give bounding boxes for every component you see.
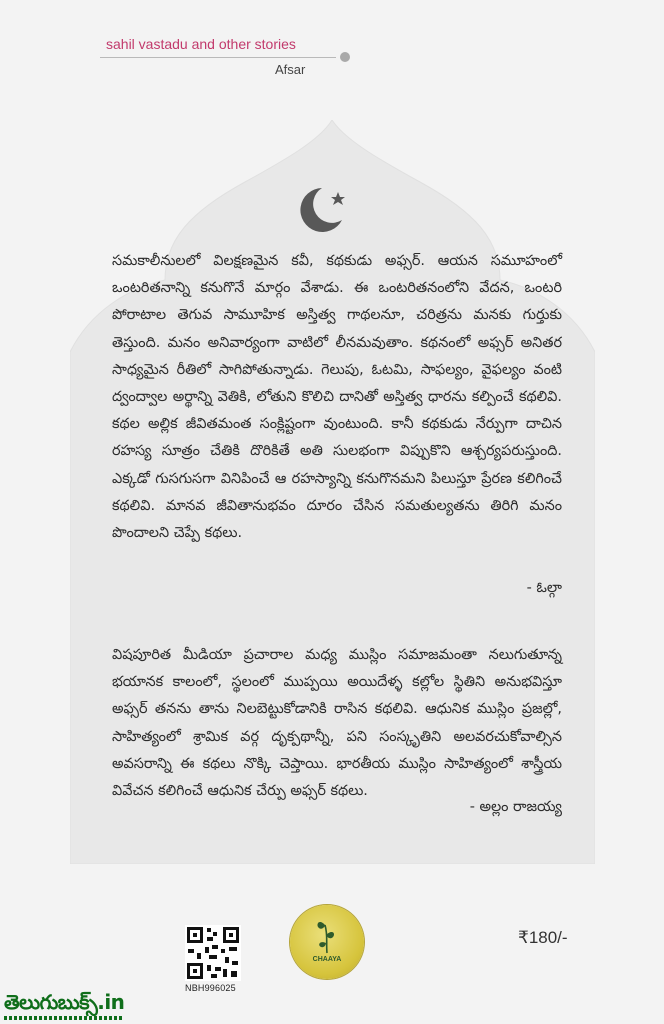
blurb-allam-rajayya-text: విషపూరిత మీడియా ప్రచారాల మధ్య ముస్లిం సమాజమంతా నలుగుతూన్న భయానక కాలంలో, స్థలంలో ముప్పయి అయిదేళ్ళ కల్లోల స్థితిని అనుభవిస్తూ అఫ్సర్ తనను తాను నిలబెట్టుకోడానికి రాసిన కథలివి. ఆధునిక ముస్లిం ప్రజల్లో, సాహిత్యంలో శ్రామిక వర్గ దృక్పథాన్నీ, పని సంస్కృతిని అలవరచుకోవాల్సిన అవసరాన్ని ఈ కథలు నొక్కి చెప్తాయి. భారతీయ ముస్లిం సాహిత్యంలో శాస్త్రీయ వివేచన కలిగించే ఆధునిక చేర్పు అఫ్సర్ కథలు. <box>112 647 562 800</box>
chaaya-logo-icon <box>290 905 364 979</box>
watermark-underline <box>4 1016 124 1020</box>
isbn-label: NBH996025 <box>185 983 236 993</box>
blurb-olga-text: సమకాలీనులలో విలక్షణమైన కవీ, కథకుడు అఫ్సర్. ఆయన సమూహంలో ఒంటరితనాన్ని కనుగొనే మార్గం వేశాడు. ఈ ఒంటరితనంలోని వేదన, ఒంటరి పోరాటాల తెగువ సామూహిక అస్తిత్వ గాథలనూ, చరిత్రను మనకు గుర్తుకు తెస్తుంది. మనం అనివార్యంగా వాటిలో లీనమవుతాం. కథనంలో అఫ్సర్ అనితర సాధ్యమైన రీతిలో సాగిపోతున్నాడు. గెలుపు, ఓటమి, సాఫల్యం, వైఫల్యం వంటి ద్వంద్వాల అర్థాన్ని వెతికి, లోతుని కొలిచి దానితో అస్తిత్వ ధారను కల్పించే కథలివి. కథల అల్లిక జీవితమంత సంక్లిష్టంగా వుంటుంది. కానీ కథకుడు నేర్పుగా దాచిన రహస్య సూత్రం చేతికి దొరికితే అతి సులభంగా విప్పుకొని ఆశ్చర్యపరుస్తుంది. ఎక్కడో గుసగుసగా వినిపించే ఆ రహస్యాన్ని కనుగొనమని పిలుస్తూ ప్రేరణ కలిగించే కథలివి. మానవ జీవితానుభవం దూరం చేసిన సమతుల్యతను తిరిగి మనం పొందాలని చెప్పే కథలు. <box>112 253 562 542</box>
series-title: sahil vastadu and other stories <box>106 36 296 52</box>
signature-allam-rajayya: - అల్లం రాజయ్య <box>469 799 562 815</box>
price-label: ₹180/- <box>518 928 568 947</box>
publisher-logo-text: CHAAYA <box>312 956 342 963</box>
title-dot <box>340 52 350 62</box>
watermark-text: తెలుగుబుక్స్.in <box>4 990 125 1014</box>
signature-olga: - ఓల్గా <box>526 580 562 596</box>
crescent-star-icon <box>296 184 352 238</box>
author-name: Afsar <box>275 62 306 77</box>
qr-code-icon <box>185 925 241 981</box>
blurb-allam-rajayya <box>112 642 562 805</box>
title-rule <box>100 57 336 58</box>
blurb-olga <box>112 248 562 547</box>
